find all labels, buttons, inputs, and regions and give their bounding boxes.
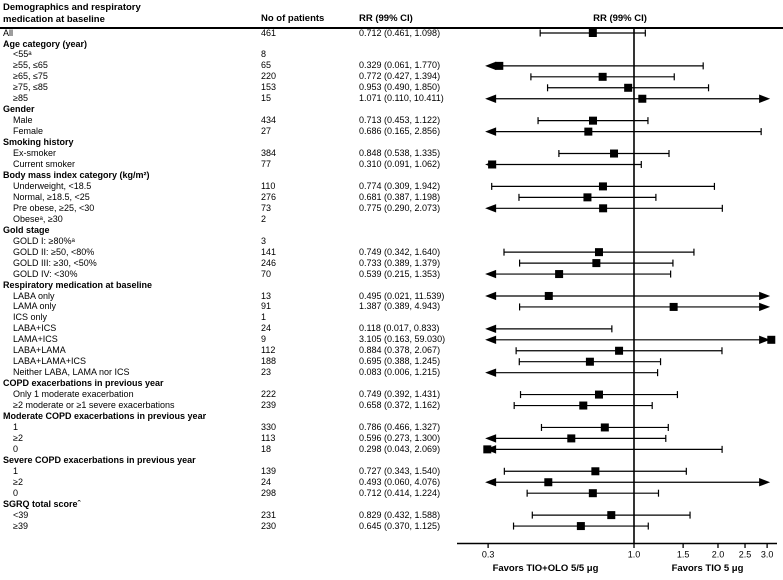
row-n-patients: 65 <box>261 60 272 71</box>
row-n-patients: 18 <box>261 443 272 454</box>
table-col2-header: No of patients <box>261 13 325 24</box>
row-label: <39 <box>13 509 29 520</box>
row-n-patients: 230 <box>261 520 277 531</box>
row-n-patients: 24 <box>261 323 272 334</box>
x-axis-tick-label: 0.3 <box>481 549 495 560</box>
point-estimate-marker <box>589 117 597 125</box>
row-rr-ci: 0.658 (0.372, 1.162) <box>359 400 441 410</box>
point-estimate-marker <box>607 511 615 519</box>
x-axis-tick-label: 3.0 <box>760 549 774 560</box>
row-n-patients: 188 <box>261 356 277 367</box>
row-label: GOLD I: ≥80%ᵃ <box>13 235 75 246</box>
row-n-patients: 434 <box>261 115 277 126</box>
row-rr-ci: 0.695 (0.388, 1.245) <box>359 356 441 367</box>
ci-arrow-left <box>485 336 496 344</box>
point-estimate-marker <box>767 336 775 344</box>
row-label: COPD exacerbations in previous year <box>3 378 164 389</box>
row-n-patients: 239 <box>261 400 277 410</box>
point-estimate-marker <box>624 84 632 92</box>
row-rr-ci: 0.713 (0.453, 1.122) <box>359 115 441 126</box>
row-label: ≥39 <box>13 520 28 531</box>
row-n-patients: 276 <box>261 191 277 202</box>
row-rr-ci: 0.681 (0.387, 1.198) <box>359 191 441 202</box>
row-n-patients: 330 <box>261 422 277 432</box>
row-n-patients: 298 <box>261 487 277 498</box>
row-n-patients: 110 <box>261 180 276 191</box>
row-rr-ci: 0.774 (0.309, 1.942) <box>359 180 441 191</box>
row-rr-ci: 0.118 (0.017, 0.833) <box>359 323 440 334</box>
point-estimate-marker <box>579 402 587 410</box>
row-label: Age category (year) <box>3 38 88 49</box>
point-estimate-marker <box>589 489 597 497</box>
point-estimate-marker <box>599 73 607 81</box>
row-n-patients: 27 <box>261 126 272 137</box>
row-n-patients: 153 <box>261 82 277 93</box>
point-estimate-marker <box>495 62 503 70</box>
ci-arrow-left <box>485 478 496 486</box>
point-estimate-marker <box>488 160 496 168</box>
row-rr-ci: 0.733 (0.389, 1.379) <box>359 257 441 268</box>
row-n-patients: 384 <box>261 148 277 158</box>
row-rr-ci: 0.786 (0.466, 1.327) <box>359 422 441 432</box>
row-rr-ci: 0.329 (0.061, 1.770) <box>359 60 441 71</box>
row-rr-ci: 3.105 (0.163, 59.030) <box>359 334 446 345</box>
row-label: ≥2 <box>13 476 23 487</box>
row-n-patients: 13 <box>261 290 272 301</box>
row-label: Ex-smoker <box>13 148 57 158</box>
x-axis-tick-label: 1.5 <box>676 549 690 560</box>
row-label: 0 <box>13 443 19 454</box>
ci-arrow-left <box>485 270 496 278</box>
x-axis-tick-label: 1.0 <box>627 549 641 560</box>
row-n-patients: 1 <box>261 312 267 323</box>
x-axis-tick-label: 2.5 <box>738 549 752 560</box>
row-rr-ci: 0.539 (0.215, 1.353) <box>359 268 441 279</box>
ci-arrow-left <box>485 434 496 442</box>
row-label: 0 <box>13 487 19 498</box>
point-estimate-marker <box>483 445 491 453</box>
row-label: GOLD IV: <30% <box>13 268 78 279</box>
row-label: ≥55, ≤65 <box>13 60 48 71</box>
row-label: ≥2 moderate or ≥1 severe exacerbations <box>13 400 175 410</box>
row-n-patients: 246 <box>261 257 277 268</box>
row-rr-ci: 0.712 (0.414, 1.224) <box>359 487 441 498</box>
row-label: LABA+LAMA <box>13 345 66 356</box>
row-rr-ci: 1.071 (0.110, 10.411) <box>359 93 444 104</box>
row-rr-ci: 0.749 (0.342, 1.640) <box>359 246 441 257</box>
row-label: ≥75, ≤85 <box>13 82 48 93</box>
row-label: Female <box>13 126 44 137</box>
row-label: Current smoker <box>13 159 76 169</box>
row-label: ICS only <box>13 312 48 323</box>
row-n-patients: 3 <box>261 235 267 246</box>
favors-right-label: Favors TIO 5 μg <box>671 563 744 574</box>
row-rr-ci: 0.712 (0.461, 1.098) <box>359 27 441 38</box>
point-estimate-marker <box>545 292 553 300</box>
row-n-patients: 91 <box>261 301 272 312</box>
point-estimate-marker <box>670 303 678 311</box>
point-estimate-marker <box>586 358 594 366</box>
row-label: ≥65, ≤75 <box>13 71 48 82</box>
row-rr-ci: 0.686 (0.165, 2.856) <box>359 126 441 137</box>
ci-arrow-left <box>485 62 496 70</box>
row-rr-ci: 0.775 (0.290, 2.073) <box>359 202 441 213</box>
ci-arrow-right <box>759 478 770 486</box>
row-n-patients: 141 <box>261 246 277 257</box>
point-estimate-marker <box>599 182 607 190</box>
point-estimate-marker <box>589 29 597 37</box>
point-estimate-marker <box>555 270 563 278</box>
point-estimate-marker <box>577 522 585 530</box>
row-label: Smoking history <box>3 137 74 148</box>
ci-arrow-left <box>485 325 496 333</box>
table-col3-header: RR (99% CI) <box>359 13 413 24</box>
point-estimate-marker <box>599 204 607 212</box>
col1-header-line2: medication at baseline <box>3 13 105 25</box>
point-estimate-marker <box>567 434 575 442</box>
point-estimate-marker <box>595 248 603 256</box>
plot-header: RR (99% CI) <box>593 13 647 24</box>
point-estimate-marker <box>595 391 603 399</box>
row-label: LAMA only <box>13 301 57 312</box>
row-label: Gold stage <box>3 224 50 235</box>
row-label: SGRQ total scoreˆ <box>3 498 81 509</box>
row-label: Neither LABA, LAMA nor ICS <box>13 367 130 378</box>
row-rr-ci: 0.772 (0.427, 1.394) <box>359 71 441 82</box>
row-label: Severe COPD exacerbations in previous year <box>3 454 196 465</box>
row-rr-ci: 1.387 (0.389, 4.943) <box>359 301 441 312</box>
ci-arrow-right <box>759 303 770 311</box>
row-n-patients: 231 <box>261 509 277 520</box>
row-label: Male <box>13 115 33 126</box>
row-rr-ci: 0.953 (0.490, 1.850) <box>359 82 441 93</box>
row-rr-ci: 0.596 (0.273, 1.300) <box>359 432 441 443</box>
row-n-patients: 222 <box>261 389 277 400</box>
row-label: Normal, ≥18.5, <25 <box>13 191 90 202</box>
row-n-patients: 8 <box>261 49 267 60</box>
row-label: Gender <box>3 104 35 115</box>
row-n-patients: 77 <box>261 159 272 169</box>
row-label: LAMA+ICS <box>13 334 58 345</box>
row-label: GOLD III: ≥30, <50% <box>13 257 97 268</box>
row-rr-ci: 0.298 (0.043, 2.069) <box>359 443 441 454</box>
point-estimate-marker <box>601 423 609 431</box>
row-rr-ci: 0.310 (0.091, 1.062) <box>359 159 441 169</box>
row-label: <55ᵃ <box>13 49 32 60</box>
row-rr-ci: 0.848 (0.538, 1.335) <box>359 148 441 158</box>
row-label: Moderate COPD exacerbations in previous year <box>3 411 207 421</box>
ci-arrow-left <box>485 204 496 212</box>
col1-header-line1: Demographics and respiratory <box>3 2 141 13</box>
row-label: Only 1 moderate exacerbation <box>13 389 134 400</box>
row-n-patients: 9 <box>261 334 267 345</box>
row-rr-ci: 0.727 (0.343, 1.540) <box>359 465 441 476</box>
ci-arrow-right <box>759 95 770 103</box>
ci-arrow-left <box>485 368 496 376</box>
row-n-patients: 70 <box>261 268 272 279</box>
favors-left-label: Favors TIO+OLO 5/5 μg <box>492 563 599 574</box>
point-estimate-marker <box>610 150 618 158</box>
row-label: Body mass index category (kg/m²) <box>3 169 150 180</box>
row-label: Respiratory medication at baseline <box>3 279 153 290</box>
row-label: 1 <box>13 465 19 476</box>
row-label: GOLD II: ≥50, <80% <box>13 246 95 257</box>
row-label: Obeseᵃ, ≥30 <box>13 213 63 224</box>
row-rr-ci: 0.083 (0.006, 1.215) <box>359 367 441 378</box>
row-rr-ci: 0.495 (0.021, 11.539) <box>359 290 445 301</box>
ci-arrow-right <box>759 292 770 300</box>
row-rr-ci: 0.493 (0.060, 4.076) <box>359 476 441 487</box>
row-n-patients: 23 <box>261 367 272 378</box>
row-label: 1 <box>13 422 19 432</box>
row-label: ≥85 <box>13 93 28 104</box>
row-label: LABA+LAMA+ICS <box>13 356 87 367</box>
ci-arrow-left <box>485 95 496 103</box>
row-n-patients: 461 <box>261 27 277 38</box>
row-n-patients: 220 <box>261 71 277 82</box>
row-label: All <box>3 27 14 38</box>
row-label: ≥2 <box>13 432 23 443</box>
row-n-patients: 113 <box>261 432 276 443</box>
row-rr-ci: 0.884 (0.378, 2.067) <box>359 345 441 356</box>
point-estimate-marker <box>584 128 592 136</box>
point-estimate-marker <box>591 467 599 475</box>
point-estimate-marker <box>638 95 646 103</box>
point-estimate-marker <box>583 193 591 201</box>
ci-arrow-left <box>485 127 496 135</box>
row-n-patients: 73 <box>261 202 272 213</box>
row-n-patients: 15 <box>261 93 272 104</box>
row-label: LABA only <box>13 290 55 301</box>
point-estimate-marker <box>592 259 600 267</box>
row-n-patients: 24 <box>261 476 272 487</box>
row-rr-ci: 0.749 (0.392, 1.431) <box>359 389 441 400</box>
ci-arrow-left <box>485 292 496 300</box>
row-label: Pre obese, ≥25, <30 <box>13 202 95 213</box>
row-label: LABA+ICS <box>13 323 57 334</box>
row-rr-ci: 0.829 (0.432, 1.588) <box>359 509 441 520</box>
row-n-patients: 112 <box>261 345 276 356</box>
row-n-patients: 139 <box>261 465 277 476</box>
point-estimate-marker <box>544 478 552 486</box>
row-rr-ci: 0.645 (0.370, 1.125) <box>359 520 441 531</box>
x-axis-tick-label: 2.0 <box>711 549 725 560</box>
row-label: Underweight, <18.5 <box>13 180 92 191</box>
point-estimate-marker <box>615 347 623 355</box>
row-n-patients: 2 <box>261 213 267 224</box>
